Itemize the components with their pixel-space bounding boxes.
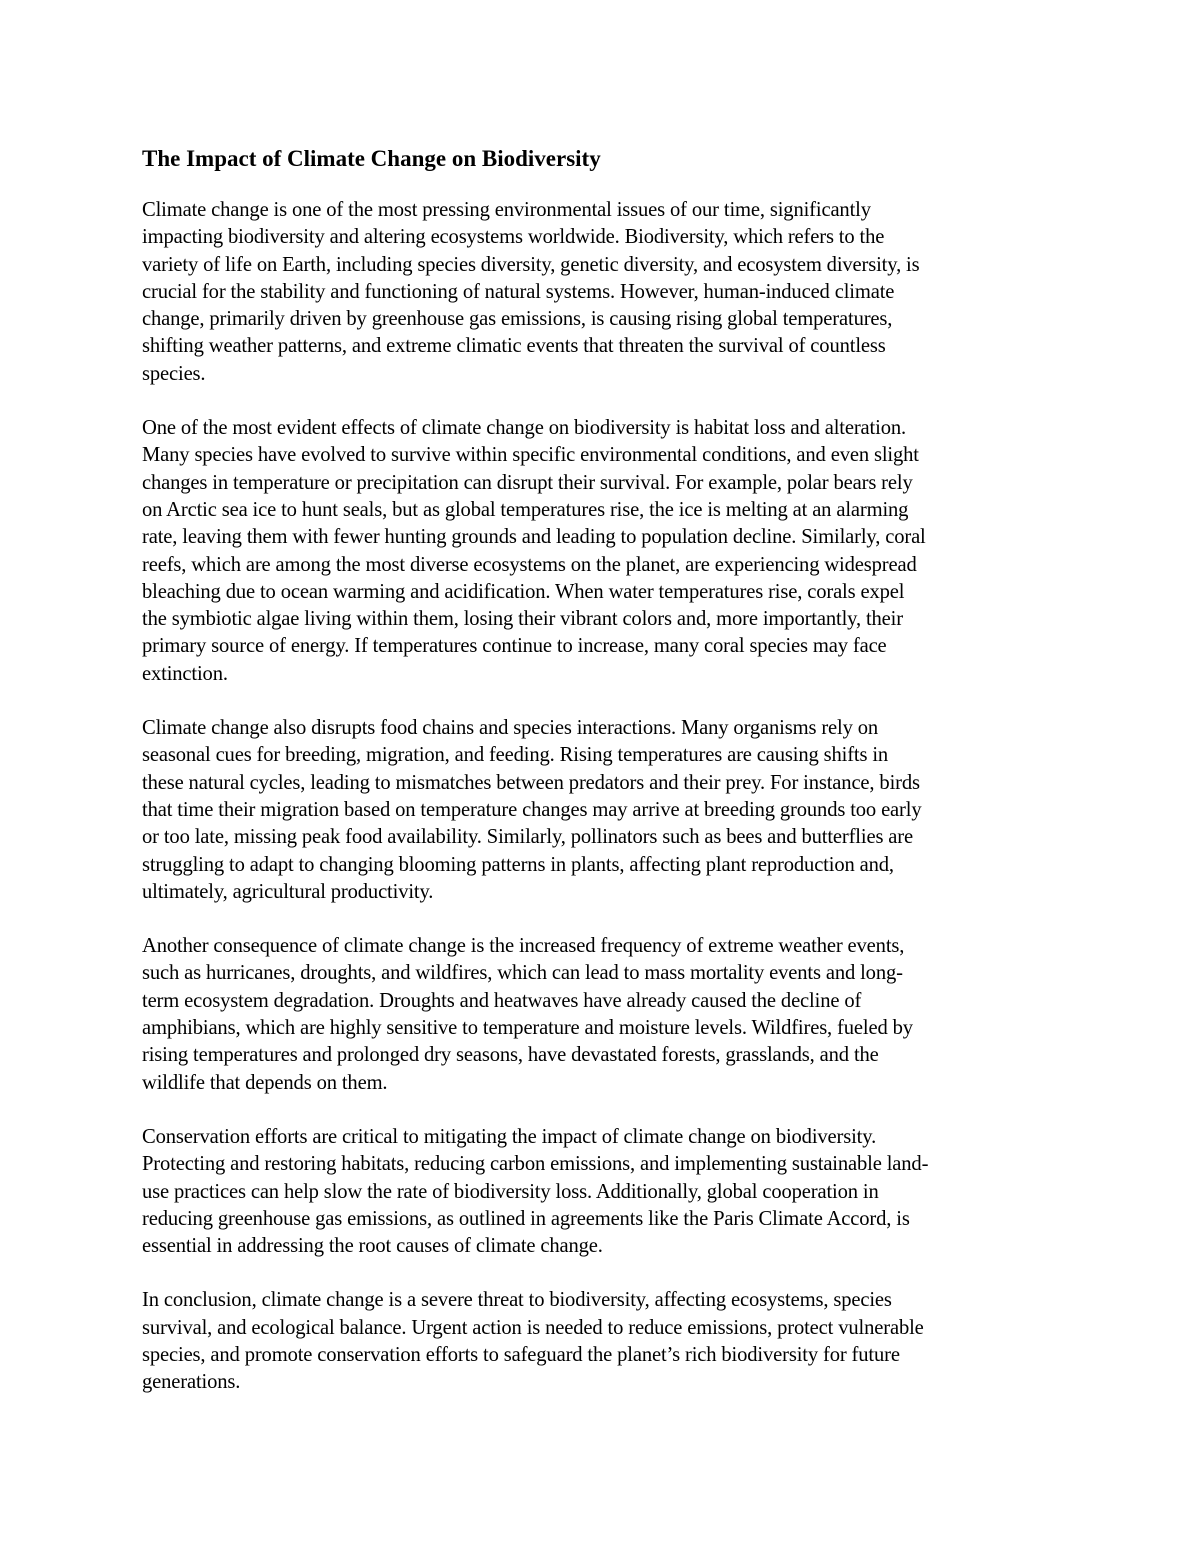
paragraph-conservation xyxy=(142,1124,1067,1260)
text-line: primary source of energy. If temperatures continue to increase, many coral species may face xyxy=(142,635,887,658)
text-line: reefs, which are among the most diverse ecosystems on the planet, are experiencing widespread xyxy=(142,553,917,576)
text-line: shifting weather patterns, and extreme climatic events that threaten the survival of countless xyxy=(142,335,886,358)
paragraph-conclusion xyxy=(142,1287,1067,1396)
text-line: bleaching due to ocean warming and acidification. When water temperatures rise, corals expel xyxy=(142,580,905,603)
text-line: rising temperatures and prolonged dry seasons, have devastated forests, grasslands, and the xyxy=(142,1044,879,1067)
text-line: variety of life on Earth, including species diversity, genetic diversity, and ecosystem diversity, is xyxy=(142,253,920,276)
text-line: Many species have evolved to survive within specific environmental conditions, and even slight xyxy=(142,444,919,467)
paragraph-food-chains xyxy=(142,715,1067,906)
text-line: changes in temperature or precipitation can disrupt their survival. For example, polar bears rely xyxy=(142,471,913,494)
text-line: struggling to adapt to changing blooming patterns in plants, affecting plant reproduction and, xyxy=(142,853,894,876)
text-line: wildlife that depends on them. xyxy=(142,1071,388,1094)
text-line: Climate change is one of the most pressing environmental issues of our time, significantly xyxy=(142,199,871,221)
text-line: amphibians, which are highly sensitive to temperature and moisture levels. Wildfires, fueled by xyxy=(142,1017,913,1040)
paragraph-habitat-loss xyxy=(142,415,1067,688)
text-line: Conservation efforts are critical to mitigating the impact of climate change on biodiversity. xyxy=(142,1125,877,1148)
document-title: The Impact of Climate Change on Biodiversity xyxy=(142,146,601,171)
text-line: generations. xyxy=(142,1371,241,1394)
text-line: term ecosystem degradation. Droughts and heatwaves have already caused the decline of xyxy=(142,989,862,1012)
text-line: that time their migration based on temperature changes may arrive at breeding grounds too early xyxy=(142,798,922,821)
text-line: reducing greenhouse gas emissions, as outlined in agreements like the Paris Climate Accord, is xyxy=(142,1207,910,1230)
document-body xyxy=(142,143,1067,1424)
text-line: rate, leaving them with fewer hunting grounds and leading to population decline. Similarly, coral xyxy=(142,526,926,549)
text-line: survival, and ecological balance. Urgent action is needed to reduce emissions, protect vulnerable xyxy=(142,1316,924,1339)
text-line: In conclusion, climate change is a severe threat to biodiversity, affecting ecosystems, species xyxy=(142,1289,892,1312)
text-line: seasonal cues for breeding, migration, and feeding. Rising temperatures are causing shifts in xyxy=(142,744,889,767)
text-line: crucial for the stability and functioning of natural systems. However, human-induced climate xyxy=(142,280,895,303)
text-line: change, primarily driven by greenhouse gas emissions, is causing rising global temperatures, xyxy=(142,308,893,331)
text-line: extinction. xyxy=(142,662,228,685)
text-line: species. xyxy=(142,362,206,385)
text-line: these natural cycles, leading to mismatches between predators and their prey. For instance, birds xyxy=(142,771,920,794)
paragraph-extreme-weather xyxy=(142,933,1067,1097)
text-line: use practices can help slow the rate of biodiversity loss. Additionally, global cooperation in xyxy=(142,1180,879,1203)
text-line: species, and promote conservation efforts to safeguard the planet’s rich biodiversity for future xyxy=(142,1343,900,1366)
text-line: One of the most evident effects of climate change on biodiversity is habitat loss and alteration. xyxy=(142,417,906,440)
text-line: Protecting and restoring habitats, reducing carbon emissions, and implementing sustainable land- xyxy=(142,1153,929,1176)
text-line: Another consequence of climate change is the increased frequency of extreme weather events, xyxy=(142,935,905,958)
text-line: Climate change also disrupts food chains and species interactions. Many organisms rely on xyxy=(142,717,879,740)
text-line: or too late, missing peak food availability. Similarly, pollinators such as bees and butterflies are xyxy=(142,826,913,849)
text-line: ultimately, agricultural productivity. xyxy=(142,880,434,903)
text-line: on Arctic sea ice to hunt seals, but as global temperatures rise, the ice is melting at an alarming xyxy=(142,498,909,521)
text-line: impacting biodiversity and altering ecosystems worldwide. Biodiversity, which refers to the xyxy=(142,226,885,249)
paragraph-introduction xyxy=(142,197,1067,388)
text-line: essential in addressing the root causes of climate change. xyxy=(142,1235,603,1258)
text-line: such as hurricanes, droughts, and wildfires, which can lead to mass mortality events and long- xyxy=(142,962,903,985)
text-line: the symbiotic algae living within them, losing their vibrant colors and, more importantly, their xyxy=(142,608,903,631)
